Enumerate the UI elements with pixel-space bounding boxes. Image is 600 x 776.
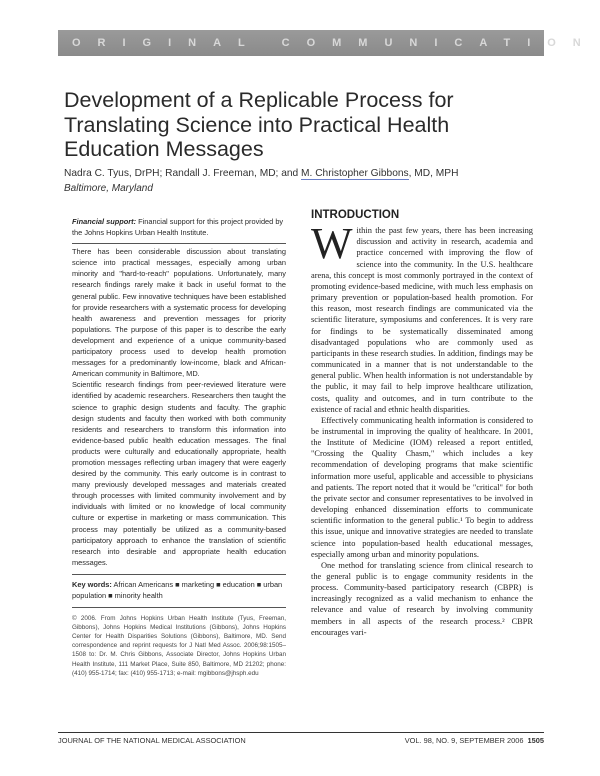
- authors-suffix: , MD, MPH: [408, 168, 459, 179]
- body-paragraph: [311, 219, 533, 415]
- author-link[interactable]: M. Christopher Gibbons: [301, 168, 409, 179]
- section-heading: INTRODUCTION: [311, 209, 400, 221]
- authors-prefix: Nadra C. Tyus, DrPH; Randall J. Freeman, MD; and: [64, 168, 302, 179]
- keywords: [72, 574, 286, 608]
- financial-support: [72, 216, 286, 244]
- body-paragraph: One method for translating science from clinical research to the general public is to engage community residents in the process. Community-based participatory research (CBPR) is increasingly recognized as a valid mechanism to enhance the relevance and value of research by involving community members in all aspects of the research process.² CBPR encourages vari-: [311, 560, 533, 637]
- copyright-note: © 2006. From Johns Hopkins Urban Health Institute (Tyus, Freeman, Gibbons), Johns Hopkins Medical Institutions (Gibbons), Johns Hopkins Center for Health Disparities Solutions (Gibbons), Baltimore, MD. Send correspondence and reprint requests for J Natl Med Assoc. 2006;98:1505–1508 to: Dr. M. Chris Gibbons, Associate Director, Johns Hopkins Urban Health Institute, 111 Market Place, Suite 850, Baltimore, MD 21202; phone: (410) 955-1714; fax: (410) 955-1713; e-mail: mgibbons@jhsph.edu: [72, 615, 286, 677]
- paragraph-text: ithin the past few years, there has been increasing discussion and activity in research, academia and practice concerned with improving the flow of science into the community. In the U.S. healthcare arena, this concept is most commonly portrayed in the context of promoting evidence-based medicine, with much less emphasis on primary prevention or population-based health promotion. For this reason, most research findings are communicated via the scientific literature, symposiums and conferences. It is very rare for findings to be systematically disseminated among disadvantaged populations who are commonly used as participants in these research studies. In addition, findings may be communicated in a manner that is not understandable to the general public. When health information is not understandable by the public, it may fail to help improve healthcare utilization, costs, quality and outcomes, and in turn contribute to the existence of racial and ethnic health disparities.: [311, 226, 533, 414]
- keywords-text: African Americans ■ marketing ■ education ■ urban population ■ minority health: [72, 579, 283, 600]
- body-paragraph: Effectively communicating health information is considered to be instrumental in improving the quality of healthcare. In 2001, the Institute of Medicine (IOM) released a report entitled, "Crossing the Quality Chasm," which includes a key recommendation of developing programs that make scientific information more useful, applicable and accessible to physicians and patients. The report noted that it would be "critical" for both the private sector and consumer representatives to be involved in developing enhanced dissemination efforts to communicate scientific information to the general public.¹ To begin to address this issue, unique and innovative strategies are needed to translate science into population-based health educational messages, especially among urban and minority populations.: [311, 415, 533, 559]
- left-column: [72, 216, 286, 678]
- article-title: Development of a Replicable Process for Translating Science into Practical Health Education Messages: [64, 88, 454, 161]
- abstract: [72, 246, 286, 568]
- keywords-label: Key words:: [72, 579, 112, 589]
- author-line: [64, 168, 554, 179]
- abstract-paragraph: Scientific research findings from peer-reviewed literature were identified by academic researchers. Researchers then taught the science to graphic design students and faculty. The graphic design students and faculty then worked with both community residents and researchers to transform this information into evidence-based public health education messages. The final products were culturally and educationally appropriate, health promotion messages reflecting urban imagery that were eagerly desired by the community. This early outcome is in contrast to many previously developed messages and materials created through processes with limited community involvement and by individuals with limited or no knowledge of local community culture or expertise in marketing or mass communication. This process may potentially be utilized as a community-based participatory approach to enhance the translation of scientific research into desirable and appropriate health education messages.: [72, 380, 286, 567]
- journal-name: JOURNAL OF THE NATIONAL MEDICAL ASSOCIATION: [58, 736, 246, 745]
- affiliation: Baltimore, Maryland: [64, 183, 153, 194]
- abstract-paragraph: There has been considerable discussion about translating science into practical messages, especially among urban minority and "hard-to-reach" populations. Unfortunately, many research findings rarely make it back in useful format to the general public. Few innovative techniques have been established for provide researchers with a systematic process for developing health awareness and prevention messages for priority populations. The purpose of this paper is to describe the early development and experience of a unique community-based participatory process used to develop health promotion messages for a predominantly low-income, black and African-American community in Baltimore, MD.: [72, 247, 286, 379]
- support-text: Financial support for this project provided by the Johns Hopkins Urban Health Institute.: [72, 217, 284, 238]
- page-number: 1505: [527, 736, 544, 745]
- support-label: Financial support:: [72, 217, 137, 226]
- page-footer: [58, 732, 544, 745]
- issue-info: [405, 736, 544, 745]
- issue-text: VOL. 98, NO. 9, SEPTEMBER 2006: [404, 736, 524, 745]
- banner-label: ORIGINAL COMMUNICATION: [72, 37, 598, 49]
- drop-cap: W: [311, 219, 353, 269]
- right-column: [311, 210, 533, 638]
- section-banner: [58, 30, 598, 56]
